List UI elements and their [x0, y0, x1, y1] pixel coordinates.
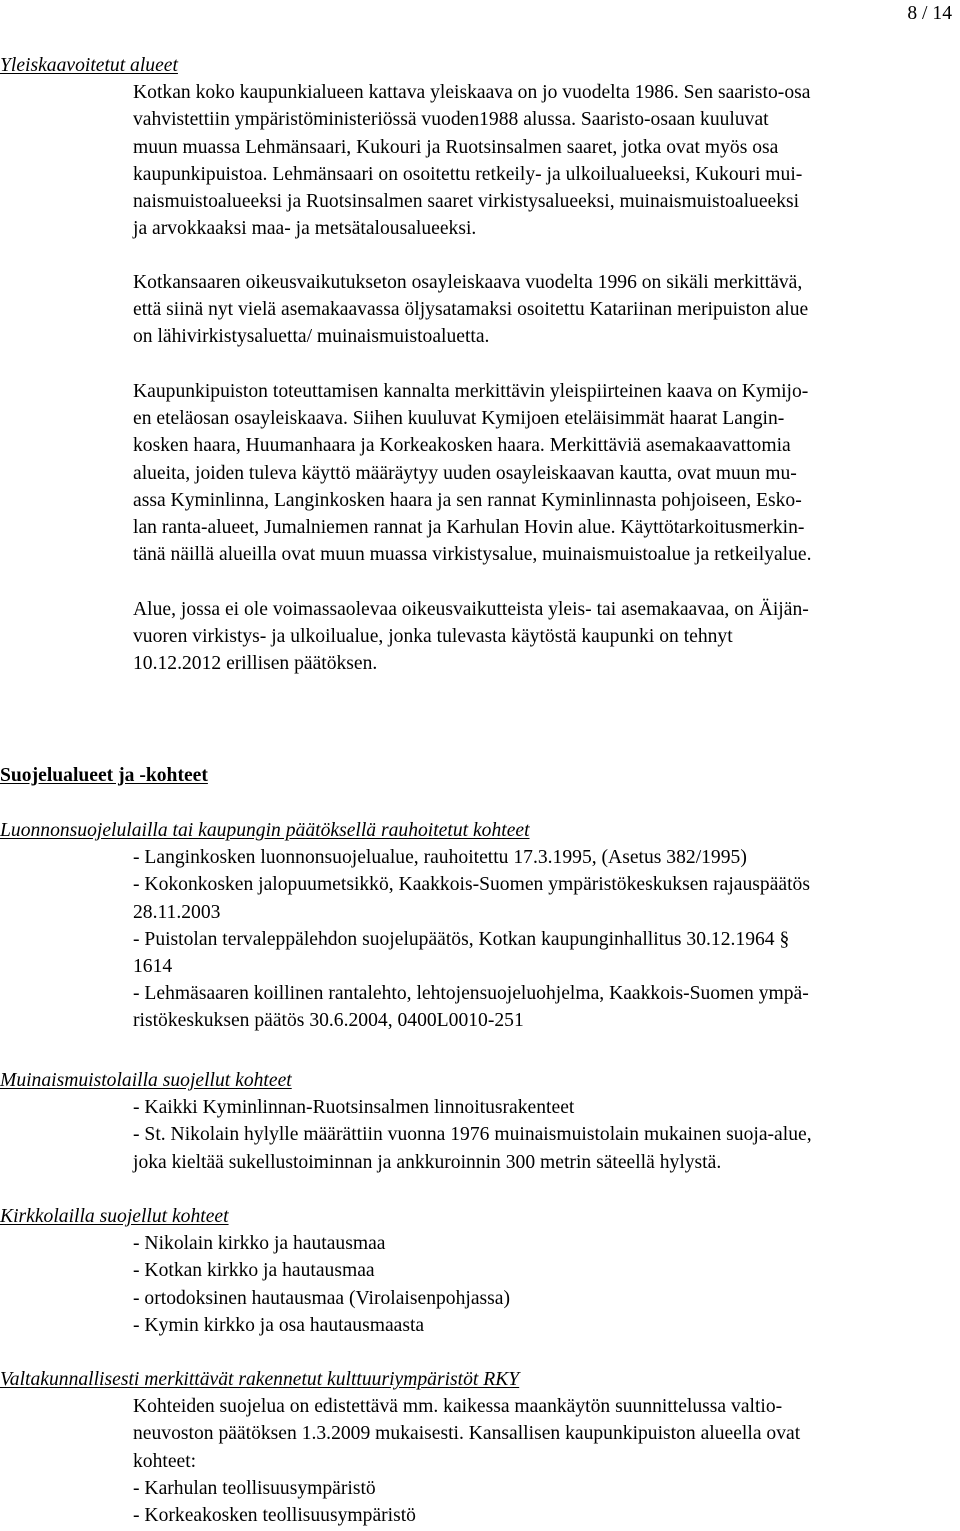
list-item: - Kaikki Kyminlinnan-Ruotsinsalmen linnoitusrakenteet [133, 1097, 575, 1119]
text-line: on lähivirkistysaluetta/ muinaismuistoaluetta. [133, 326, 490, 348]
text-line: kosken haara, Huumanhaara ja Korkeakosken haara. Merkittäviä asemakaavattomia [133, 435, 791, 457]
section-title-text: Suojelualueet ja -kohteet [0, 765, 208, 786]
list-item: - Puistolan tervaleppälehdon suojelupäätös, Kotkan kaupunginhallitus 30.12.1964 § [133, 928, 790, 950]
text-line: 10.12.2012 erillisen päätöksen. [133, 653, 378, 675]
paragraph [0, 378, 812, 568]
text-line: Kotkansaaren oikeusvaikutukseton osayleiskaava vuodelta 1996 on sikäli merkittävä, [133, 272, 803, 293]
paragraph [0, 269, 808, 351]
text-line: että siinä nyt vielä asemakaavassa öljysatamaksi osoitettu Katariinan meripuiston alue [133, 299, 809, 321]
list-item: - Karhulan teollisuusympäristö [133, 1477, 376, 1499]
list-item: 28.11.2003 [133, 901, 221, 923]
subsection-luonnonsuojelu [0, 817, 810, 1035]
list-item: - Langinkosken luonnonsuojelualue, rauhoitettu 17.3.1995, (Asetus 382/1995) [133, 847, 747, 869]
text-line: kohteet: [133, 1450, 197, 1472]
subsection-heading: Muinaismuistolailla suojellut kohteet [0, 1070, 292, 1091]
list-item: ristökeskuksen päätös 30.6.2004, 0400L0010-251 [133, 1010, 524, 1032]
text-line: tänä näillä alueilla ovat muun muassa virkistysalue, muinaismuistoalue ja retkeilyalue. [133, 544, 812, 566]
section-yleiskaavoitetut [0, 52, 810, 242]
text-line: neuvoston päätöksen 1.3.2009 mukaisesti. Kansallisen kaupunkipuiston alueella ovat [133, 1423, 801, 1445]
text-line: en eteläosan osayleiskaava. Siihen kuuluvat Kymijoen eteläisimmät haarat Langin- [133, 408, 785, 430]
text-line: kaupunkipuistoa. Lehmänsaari on osoitettu retkeily- ja ulkoilualueeksi, Kukouri mui- [133, 163, 803, 185]
list-item: - Lehmäsaaren koillinen rantalehto, lehtojensuojeluohjelma, Kaakkois-Suomen ympä- [133, 983, 809, 1005]
text-line: vahvistettiin ympäristöministeriössä vuoden1988 alussa. Saaristo-osaan kuuluvat [133, 109, 769, 131]
text-line: Kaupunkipuiston toteuttamisen kannalta merkittävin yleispiirteinen kaava on Kymijo- [133, 381, 809, 402]
list-item: - Kotkan kirkko ja hautausmaa [133, 1260, 375, 1282]
paragraph [0, 596, 809, 678]
text-line: Alue, jossa ei ole voimassaolevaa oikeusvaikutteista yleis- tai asemakaavaa, on Äijän- [133, 599, 809, 620]
page-number: 8 / 14 [907, 3, 952, 24]
subsection-heading: Kirkkolailla suojellut kohteet [0, 1206, 229, 1227]
subsection-muinaismuisto [0, 1067, 812, 1176]
text-line: muun muassa Lehmänsaari, Kukouri ja Ruotsinsalmen saaret, jotka ovat myös osa [133, 136, 779, 158]
section-title [0, 762, 208, 789]
subsection-rky [0, 1366, 800, 1529]
item-list [0, 844, 810, 1034]
subsection-heading: Luonnonsuojelulailla tai kaupungin päätöksellä rauhoitetut kohteet [0, 820, 530, 841]
list-item: - Nikolain kirkko ja hautausmaa [133, 1233, 386, 1255]
text-line: alueita, joiden tuleva käyttö määräytyy uuden osayleiskaavan kautta, ovat muun mu- [133, 462, 797, 484]
list-item: - Kymin kirkko ja osa hautausmaasta [133, 1314, 425, 1336]
list-item: 1614 [133, 956, 173, 978]
list-item: - Kokonkosken jalopuumetsikkö, Kaakkois-Suomen ympäristökeskuksen rajauspäätös [133, 874, 810, 896]
text-line: Kohteiden suojelua on edistettävä mm. kaikessa maankäytön suunnittelussa valtio- [133, 1396, 783, 1418]
item-list [0, 1230, 510, 1339]
item-list [0, 1393, 800, 1529]
subsection-kirkkolaki [0, 1203, 510, 1339]
item-list [0, 1094, 812, 1176]
text-line: ja arvokkaaksi maa- ja metsätalousalueeksi. [133, 218, 477, 240]
text-line: lan ranta-alueet, Jumalniemen rannat ja Karhulan Hovin alue. Käyttötarkoitusmerkin- [133, 517, 805, 539]
list-item: - St. Nikolain hylylle määrättiin vuonna 1976 muinaismuistolain mukainen suoja-alue, [133, 1124, 812, 1146]
list-item: - ortodoksinen hautausmaa (Virolaisenpohjassa) [133, 1287, 510, 1309]
list-item: joka kieltää sukellustoiminnan ja ankkuroinnin 300 metrin säteellä hylystä. [133, 1151, 722, 1173]
text-line: assa Kyminlinna, Langinkosken haara ja sen rannat Kyminlinnasta pohjoiseen, Esko- [133, 489, 802, 511]
subsection-heading: Valtakunnallisesti merkittävät rakennetut kulttuuriympäristöt RKY [0, 1369, 520, 1390]
text-line: vuoren virkistys- ja ulkoilualue, jonka tulevasta käytöstä kaupunki on tehnyt [133, 626, 733, 648]
text-line: naismuistoalueeksi ja Ruotsinsalmen saaret virkistysalueeksi, muinaismuistoalueeksi [133, 191, 800, 213]
section-heading: Yleiskaavoitetut alueet [0, 55, 178, 76]
list-item: - Korkeakosken teollisuusympäristö [133, 1505, 416, 1527]
text-line: Kotkan koko kaupunkialueen kattava yleiskaava on jo vuodelta 1986. Sen saaristo-osa [133, 82, 811, 104]
paragraph [0, 79, 810, 242]
